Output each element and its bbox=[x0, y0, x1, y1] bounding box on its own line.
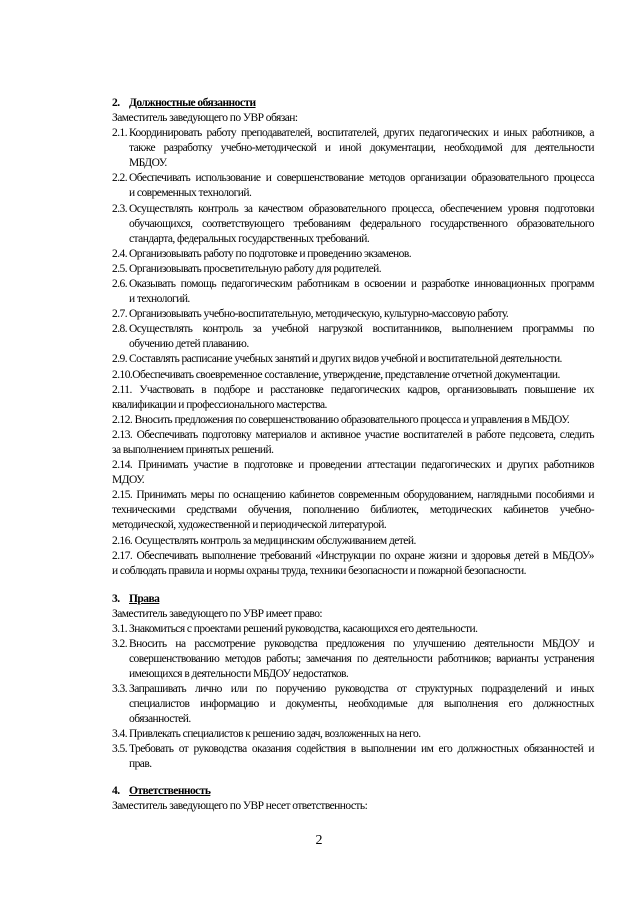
item-number: 3.1. bbox=[112, 623, 128, 635]
item-2-4 bbox=[112, 247, 594, 262]
item-text: Организовывать работу по подготовке и проведению экзаменов. bbox=[129, 248, 412, 260]
item-2-15-line-2: техническими средствами обучения, пополнению библиотек, методических кабинетов учебно- bbox=[112, 504, 594, 516]
item-3-5-line-2: прав. bbox=[129, 758, 152, 770]
section-title: Права bbox=[129, 593, 160, 605]
section-number: 4. bbox=[112, 785, 120, 797]
item-number: 2.6. bbox=[112, 278, 128, 290]
item-2-12: 2.12. Вносить предложения по совершенствованию образовательного процесса и управления в МБДОУ. bbox=[112, 414, 570, 426]
item-text: Знакомиться с проектами решений руководства, касающихся его деятельности. bbox=[129, 623, 478, 635]
item-2-17-line-1: 2.17. Обеспечивать выполнение требований «Инструкции по охране жизни и здоровья детей в МБДОУ» bbox=[112, 550, 594, 562]
item-2-16: 2.16. Осуществлять контроль за медицинским обслуживанием детей. bbox=[112, 535, 416, 547]
section-number: 2. bbox=[112, 97, 120, 109]
item-2-15-line-1: 2.15. Принимать меры по оснащению кабинетов современным оборудованием, наглядными пособиями и bbox=[112, 489, 594, 501]
item-number: 3.2. bbox=[112, 638, 128, 650]
item-2-14-line-2: МДОУ. bbox=[112, 474, 145, 486]
item-2-11-line-2: квалификации и профессионального мастерства. bbox=[112, 399, 327, 411]
section-3-intro: Заместитель заведующего по УВР имеет право: bbox=[112, 608, 323, 620]
item-2-15-line-3: методической, художественной и периодической литературой. bbox=[112, 519, 387, 531]
item-2-8-line-1 bbox=[112, 322, 594, 337]
item-3-2-line-2: совершенствованию методов работы; замечания по деятельности работников; варианты устранения bbox=[129, 653, 594, 665]
item-2-3-line-1 bbox=[112, 202, 594, 217]
section-4-intro: Заместитель заведующего по УВР несет ответственность: bbox=[112, 800, 368, 812]
item-3-3-line-2: специалистов информацию и документы, необходимые для выполнения его должностных bbox=[129, 698, 594, 710]
item-2-13-line-1: 2.13. Обеспечивать подготовку материалов и активное участие воспитателей в работе педсовета, следить bbox=[112, 429, 594, 441]
item-2-7 bbox=[112, 307, 594, 322]
item-2-3-line-3: стандарта, федеральных государственных требований. bbox=[129, 233, 370, 245]
item-2-6-line-2: и технологий. bbox=[129, 293, 190, 305]
item-2-1-line-2: также разработку учебно-методической и иной документации, необходимой для деятельности bbox=[129, 142, 594, 154]
item-number: 3.5. bbox=[112, 743, 128, 755]
item-2-14-line-1: 2.14. Принимать участие в подготовке и проведении аттестации педагогических и других работников bbox=[112, 459, 594, 471]
item-number: 2.9. bbox=[112, 353, 128, 365]
item-2-3-line-2: обучающихся, соответствующего требованиям федерального государственного образовательного bbox=[129, 218, 594, 230]
item-text: Требовать от руководства оказания содействия в выполнении им его должностных обязанностей и bbox=[129, 743, 594, 755]
item-3-1 bbox=[112, 622, 594, 637]
item-2-13-line-2: за выполнением принятых решений. bbox=[112, 444, 274, 456]
item-text: Вносить на рассмотрение руководства предложения по улучшению деятельности МБДОУ и bbox=[129, 638, 594, 650]
item-3-5-line-1 bbox=[112, 742, 594, 757]
item-2-17-line-2: и соблюдать правила и нормы охраны труда, техники безопасности и пожарной безопасности. bbox=[112, 565, 526, 577]
item-text: Организовывать просветительную работу для родителей. bbox=[129, 263, 382, 275]
item-2-8-line-2: обучению детей плаванию. bbox=[129, 338, 249, 350]
item-3-2-line-3: имеющихся в деятельности МБДОУ недостатков. bbox=[129, 668, 349, 680]
item-3-4 bbox=[112, 727, 594, 742]
item-number: 3.3. bbox=[112, 683, 128, 695]
item-text: Составлять расписание учебных занятий и других видов учебной и воспитательной деятельности. bbox=[129, 353, 562, 365]
section-2-intro: Заместитель заведующего по УВР обязан: bbox=[112, 112, 298, 124]
item-text: Осуществлять контроль за учебной нагрузкой воспитанников, выполнением программы по bbox=[129, 323, 594, 335]
item-3-3-line-1 bbox=[112, 682, 594, 697]
item-number: 2.7. bbox=[112, 308, 128, 320]
item-text: Оказывать помощь педагогическим работникам в освоении и разработке инновационных программ bbox=[129, 278, 594, 290]
section-number: 3. bbox=[112, 593, 120, 605]
item-number: 2.8. bbox=[112, 323, 128, 335]
item-text: Запрашивать лично или по поручению руководства от структурных подразделений и иных bbox=[129, 683, 594, 695]
item-2-11-line-1: 2.11. Участвовать в подборе и расстановке педагогических кадров, организовывать повышение их bbox=[112, 384, 594, 396]
section-4-heading bbox=[112, 784, 594, 799]
item-3-2-line-1 bbox=[112, 637, 594, 652]
section-title: Ответственность bbox=[129, 785, 211, 797]
item-2-1-line-1 bbox=[112, 126, 594, 141]
page-number: 2 bbox=[315, 833, 323, 848]
item-2-9 bbox=[112, 352, 594, 367]
section-title: Должностные обязанности bbox=[129, 97, 256, 109]
item-2-2-line-2: и современных технологий. bbox=[129, 187, 252, 199]
item-text: Организовывать учебно-воспитательную, методическую, культурно-массовую работу. bbox=[129, 308, 509, 320]
section-2-heading bbox=[112, 96, 594, 111]
item-number: 2.2. bbox=[112, 172, 128, 184]
item-2-5 bbox=[112, 262, 594, 277]
item-text: Обеспечивать использование и совершенствование методов организации образовательного процесса bbox=[129, 172, 594, 184]
item-text: Координировать работу преподавателей, воспитателей, других педагогических и иных работников, а bbox=[129, 127, 594, 139]
item-2-10: 2.10.Обеспечивать своевременное составление, утверждение, представление отчетной документации. bbox=[112, 369, 560, 381]
item-number: 3.4. bbox=[112, 728, 128, 740]
item-2-2-line-1 bbox=[112, 171, 594, 186]
item-text: Осуществлять контроль за качеством образовательного процесса, обеспечением уровня подготовки bbox=[129, 203, 594, 215]
item-number: 2.1. bbox=[112, 127, 128, 139]
item-2-6-line-1 bbox=[112, 277, 594, 292]
item-number: 2.3. bbox=[112, 203, 128, 215]
item-3-3-line-3: обязанностей. bbox=[129, 713, 191, 725]
item-text: Привлекать специалистов к решению задач, возложенных на него. bbox=[129, 728, 421, 740]
section-3-heading bbox=[112, 592, 594, 607]
item-2-1-line-3: МБДОУ. bbox=[129, 157, 167, 169]
item-number: 2.5. bbox=[112, 263, 128, 275]
item-number: 2.4. bbox=[112, 248, 128, 260]
